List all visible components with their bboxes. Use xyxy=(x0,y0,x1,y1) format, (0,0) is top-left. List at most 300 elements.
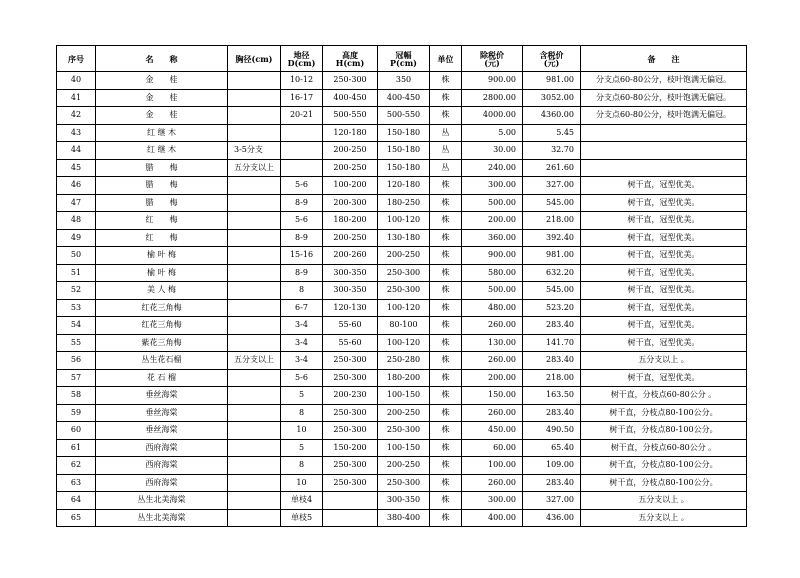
crown-width-cell: 250-300 xyxy=(378,264,430,282)
row-index-cell: 63 xyxy=(57,474,96,492)
ground-diameter-cell: 8 xyxy=(281,404,323,422)
crown-width-cell: 180-200 xyxy=(378,369,430,387)
col-crown-header xyxy=(378,46,430,72)
col-dbh-header xyxy=(228,46,281,72)
unit-cell: 株 xyxy=(430,212,462,230)
price-excl-tax-cell: 200.00 xyxy=(462,212,523,230)
col-name-header xyxy=(96,46,228,72)
unit-cell: 株 xyxy=(430,352,462,370)
price-excl-tax-cell: 60.00 xyxy=(462,439,523,457)
unit-cell: 株 xyxy=(430,317,462,335)
unit-cell: 株 xyxy=(430,509,462,527)
crown-width-cell: 100-120 xyxy=(378,212,430,230)
plant-name-cell: 西府海棠 xyxy=(96,439,228,457)
plant-name-cell: 腊 梅 xyxy=(96,177,228,195)
dbh-cell: 五分支以上 xyxy=(228,159,281,177)
remarks-cell: 树干直，冠型优美。 xyxy=(581,194,747,212)
crown-width-cell: 180-250 xyxy=(378,194,430,212)
price-incl-tax-cell: 218.00 xyxy=(523,369,581,387)
header-label: 备 注 xyxy=(647,53,680,64)
height-cell: 300-350 xyxy=(323,264,378,282)
table-row xyxy=(57,334,747,352)
crown-width-cell: 150-180 xyxy=(378,124,430,142)
col-ground-diameter-header xyxy=(281,46,323,72)
dbh-cell xyxy=(228,72,281,90)
table-row xyxy=(57,142,747,160)
dbh-cell xyxy=(228,422,281,440)
price-table xyxy=(56,45,747,527)
dbh-cell: 3-5分支 xyxy=(228,142,281,160)
height-cell xyxy=(323,509,378,527)
table-row xyxy=(57,387,747,405)
price-excl-tax-cell: 260.00 xyxy=(462,317,523,335)
dbh-cell xyxy=(228,404,281,422)
header-sublabel: (元) xyxy=(484,57,500,68)
table-row xyxy=(57,474,747,492)
plant-name-cell: 红花三角梅 xyxy=(96,317,228,335)
remarks-cell xyxy=(581,159,747,177)
price-incl-tax-cell: 141.70 xyxy=(523,334,581,352)
unit-cell: 株 xyxy=(430,247,462,265)
ground-diameter-cell: 单枝4 xyxy=(281,492,323,510)
crown-width-cell: 100-120 xyxy=(378,299,430,317)
ground-diameter-cell: 8-9 xyxy=(281,229,323,247)
plant-name-cell: 垂丝海棠 xyxy=(96,404,228,422)
dbh-cell xyxy=(228,177,281,195)
unit-cell: 株 xyxy=(430,334,462,352)
plant-name-cell: 西府海棠 xyxy=(96,457,228,475)
height-cell: 55-60 xyxy=(323,334,378,352)
dbh-cell xyxy=(228,509,281,527)
price-incl-tax-cell: 261.60 xyxy=(523,159,581,177)
col-height-header xyxy=(323,46,378,72)
row-index-cell: 48 xyxy=(57,212,96,230)
price-excl-tax-cell: 580.00 xyxy=(462,264,523,282)
price-incl-tax-cell: 632.20 xyxy=(523,264,581,282)
table-row xyxy=(57,124,747,142)
table-row xyxy=(57,457,747,475)
row-index-cell: 50 xyxy=(57,247,96,265)
remarks-cell: 树干直，冠型优美。 xyxy=(581,212,747,230)
row-index-cell: 42 xyxy=(57,107,96,125)
ground-diameter-cell: 3-4 xyxy=(281,334,323,352)
header-label: 序号 xyxy=(68,53,84,64)
plant-name-cell: 丛生北美海棠 xyxy=(96,509,228,527)
height-cell: 250-300 xyxy=(323,457,378,475)
price-excl-tax-cell: 300.00 xyxy=(462,492,523,510)
height-cell: 120-130 xyxy=(323,299,378,317)
price-incl-tax-cell: 545.00 xyxy=(523,194,581,212)
remarks-cell: 分支点60-80公分，枝叶饱满无偏冠。 xyxy=(581,72,747,90)
crown-width-cell: 250-300 xyxy=(378,282,430,300)
price-incl-tax-cell: 327.00 xyxy=(523,492,581,510)
table-row xyxy=(57,72,747,90)
price-excl-tax-cell: 360.00 xyxy=(462,229,523,247)
plant-name-cell: 金 桂 xyxy=(96,72,228,90)
unit-cell: 株 xyxy=(430,194,462,212)
dbh-cell xyxy=(228,247,281,265)
price-excl-tax-cell: 100.00 xyxy=(462,457,523,475)
height-cell: 200-230 xyxy=(323,387,378,405)
height-cell: 200-250 xyxy=(323,142,378,160)
row-index-cell: 46 xyxy=(57,177,96,195)
table-row xyxy=(57,194,747,212)
table-row xyxy=(57,264,747,282)
ground-diameter-cell: 10 xyxy=(281,474,323,492)
price-incl-tax-cell: 283.40 xyxy=(523,352,581,370)
price-excl-tax-cell: 260.00 xyxy=(462,404,523,422)
height-cell: 200-250 xyxy=(323,159,378,177)
price-incl-tax-cell: 981.00 xyxy=(523,247,581,265)
crown-width-cell: 150-180 xyxy=(378,142,430,160)
price-excl-tax-cell: 30.00 xyxy=(462,142,523,160)
row-index-cell: 65 xyxy=(57,509,96,527)
price-incl-tax-cell: 4360.00 xyxy=(523,107,581,125)
remarks-cell xyxy=(581,124,747,142)
remarks-cell: 树干直，冠型优美。 xyxy=(581,177,747,195)
table-row xyxy=(57,404,747,422)
crown-width-cell: 100-150 xyxy=(378,439,430,457)
row-index-cell: 40 xyxy=(57,72,96,90)
table-row xyxy=(57,439,747,457)
table-row xyxy=(57,247,747,265)
height-cell: 300-350 xyxy=(323,282,378,300)
price-incl-tax-cell: 327.00 xyxy=(523,177,581,195)
price-excl-tax-cell: 500.00 xyxy=(462,194,523,212)
dbh-cell xyxy=(228,299,281,317)
plant-name-cell: 腊 梅 xyxy=(96,159,228,177)
table-header-row xyxy=(57,46,747,72)
table-row xyxy=(57,352,747,370)
ground-diameter-cell xyxy=(281,142,323,160)
remarks-cell: 树干直，冠型优美。 xyxy=(581,282,747,300)
plant-name-cell: 丛生北美海棠 xyxy=(96,492,228,510)
price-excl-tax-cell: 2800.00 xyxy=(462,89,523,107)
crown-width-cell: 130-180 xyxy=(378,229,430,247)
remarks-cell: 树干直，冠型优美。 xyxy=(581,247,747,265)
dbh-cell xyxy=(228,282,281,300)
height-cell: 250-300 xyxy=(323,404,378,422)
col-unit-header xyxy=(430,46,462,72)
ground-diameter-cell: 8 xyxy=(281,282,323,300)
header-sublabel: P(cm) xyxy=(390,57,417,68)
table-row xyxy=(57,369,747,387)
unit-cell: 丛 xyxy=(430,124,462,142)
row-index-cell: 43 xyxy=(57,124,96,142)
plant-name-cell: 红 梅 xyxy=(96,212,228,230)
unit-cell: 株 xyxy=(430,387,462,405)
remarks-cell: 树干直，分枝点80-100公分。 xyxy=(581,404,747,422)
plant-name-cell: 红花三角梅 xyxy=(96,299,228,317)
header-label: 高度 xyxy=(342,49,358,60)
unit-cell: 株 xyxy=(430,492,462,510)
row-index-cell: 54 xyxy=(57,317,96,335)
crown-width-cell: 400-450 xyxy=(378,89,430,107)
price-incl-tax-cell: 65.40 xyxy=(523,439,581,457)
dbh-cell xyxy=(228,439,281,457)
row-index-cell: 57 xyxy=(57,369,96,387)
ground-diameter-cell: 15-16 xyxy=(281,247,323,265)
dbh-cell xyxy=(228,107,281,125)
height-cell: 250-300 xyxy=(323,369,378,387)
ground-diameter-cell: 20-21 xyxy=(281,107,323,125)
row-index-cell: 44 xyxy=(57,142,96,160)
row-index-cell: 52 xyxy=(57,282,96,300)
dbh-cell xyxy=(228,212,281,230)
height-cell: 180-200 xyxy=(323,212,378,230)
ground-diameter-cell xyxy=(281,124,323,142)
table-row xyxy=(57,159,747,177)
row-index-cell: 62 xyxy=(57,457,96,475)
dbh-cell xyxy=(228,229,281,247)
height-cell: 200-260 xyxy=(323,247,378,265)
dbh-cell xyxy=(228,89,281,107)
row-index-cell: 47 xyxy=(57,194,96,212)
plant-name-cell: 紫花三角梅 xyxy=(96,334,228,352)
ground-diameter-cell: 3-4 xyxy=(281,317,323,335)
height-cell: 250-300 xyxy=(323,422,378,440)
height-cell: 100-200 xyxy=(323,177,378,195)
height-cell: 250-300 xyxy=(323,474,378,492)
price-incl-tax-cell: 218.00 xyxy=(523,212,581,230)
crown-width-cell: 250-300 xyxy=(378,474,430,492)
unit-cell: 株 xyxy=(430,474,462,492)
price-excl-tax-cell: 260.00 xyxy=(462,474,523,492)
remarks-cell: 树干直，分枝点80-100公分。 xyxy=(581,422,747,440)
height-cell: 55-60 xyxy=(323,317,378,335)
unit-cell: 株 xyxy=(430,177,462,195)
height-cell: 120-180 xyxy=(323,124,378,142)
price-incl-tax-cell: 163.50 xyxy=(523,387,581,405)
remarks-cell: 树干直，冠型优美。 xyxy=(581,264,747,282)
unit-cell: 株 xyxy=(430,282,462,300)
unit-cell: 株 xyxy=(430,457,462,475)
crown-width-cell: 150-180 xyxy=(378,159,430,177)
price-incl-tax-cell: 32.70 xyxy=(523,142,581,160)
row-index-cell: 64 xyxy=(57,492,96,510)
unit-cell: 丛 xyxy=(430,142,462,160)
price-excl-tax-cell: 400.00 xyxy=(462,509,523,527)
unit-cell: 株 xyxy=(430,89,462,107)
price-incl-tax-cell: 109.00 xyxy=(523,457,581,475)
price-excl-tax-cell: 900.00 xyxy=(462,247,523,265)
plant-name-cell: 花 石 榴 xyxy=(96,369,228,387)
remarks-cell: 树干直，冠型优美。 xyxy=(581,317,747,335)
price-incl-tax-cell: 283.40 xyxy=(523,404,581,422)
crown-width-cell: 200-250 xyxy=(378,404,430,422)
height-cell: 250-300 xyxy=(323,72,378,90)
remarks-cell xyxy=(581,142,747,160)
header-sublabel: D(cm) xyxy=(287,57,316,68)
row-index-cell: 45 xyxy=(57,159,96,177)
row-index-cell: 53 xyxy=(57,299,96,317)
dbh-cell: 五分支以上 xyxy=(228,352,281,370)
dbh-cell xyxy=(228,264,281,282)
dbh-cell xyxy=(228,334,281,352)
row-index-cell: 58 xyxy=(57,387,96,405)
plant-name-cell: 垂丝海棠 xyxy=(96,387,228,405)
plant-name-cell: 榆 叶 梅 xyxy=(96,247,228,265)
remarks-cell: 分支点60-80公分，枝叶饱满无偏冠。 xyxy=(581,107,747,125)
remarks-cell: 分支点60-80公分，枝叶饱满无偏冠。 xyxy=(581,89,747,107)
remarks-cell: 五分支以上 。 xyxy=(581,492,747,510)
table-row xyxy=(57,212,747,230)
price-excl-tax-cell: 300.00 xyxy=(462,177,523,195)
plant-name-cell: 金 桂 xyxy=(96,107,228,125)
unit-cell: 株 xyxy=(430,439,462,457)
header-label: 名 称 xyxy=(145,53,178,64)
price-incl-tax-cell: 283.40 xyxy=(523,474,581,492)
price-incl-tax-cell: 981.00 xyxy=(523,72,581,90)
remarks-cell: 树干直，冠型优美。 xyxy=(581,369,747,387)
plant-name-cell: 垂丝海棠 xyxy=(96,422,228,440)
row-index-cell: 59 xyxy=(57,404,96,422)
crown-width-cell: 250-280 xyxy=(378,352,430,370)
plant-name-cell: 腊 梅 xyxy=(96,194,228,212)
table-body xyxy=(57,72,747,527)
table-row xyxy=(57,282,747,300)
price-excl-tax-cell: 500.00 xyxy=(462,282,523,300)
unit-cell: 株 xyxy=(430,369,462,387)
price-excl-tax-cell: 5.00 xyxy=(462,124,523,142)
col-remarks-header xyxy=(581,46,747,72)
unit-cell: 株 xyxy=(430,422,462,440)
price-excl-tax-cell: 240.00 xyxy=(462,159,523,177)
dbh-cell xyxy=(228,492,281,510)
remarks-cell: 树干直，分枝点80-100公分。 xyxy=(581,457,747,475)
remarks-cell: 树干直，分枝点80-100公分。 xyxy=(581,474,747,492)
height-cell xyxy=(323,492,378,510)
dbh-cell xyxy=(228,457,281,475)
ground-diameter-cell: 8 xyxy=(281,457,323,475)
remarks-cell: 树干直，分枝点60-80公分 。 xyxy=(581,439,747,457)
price-incl-tax-cell: 5.45 xyxy=(523,124,581,142)
table-row xyxy=(57,492,747,510)
col-price-incl-tax-header xyxy=(523,46,581,72)
plant-name-cell: 西府海棠 xyxy=(96,474,228,492)
unit-cell: 丛 xyxy=(430,159,462,177)
table-row xyxy=(57,317,747,335)
crown-width-cell: 380-400 xyxy=(378,509,430,527)
remarks-cell: 树干直，冠型优美。 xyxy=(581,299,747,317)
ground-diameter-cell: 5-6 xyxy=(281,212,323,230)
height-cell: 250-300 xyxy=(323,352,378,370)
row-index-cell: 55 xyxy=(57,334,96,352)
unit-cell: 株 xyxy=(430,264,462,282)
plant-name-cell: 金 桂 xyxy=(96,89,228,107)
header-sublabel: (元) xyxy=(543,57,560,68)
table-row xyxy=(57,89,747,107)
table-row xyxy=(57,299,747,317)
ground-diameter-cell: 8-9 xyxy=(281,264,323,282)
crown-width-cell: 100-150 xyxy=(378,387,430,405)
crown-width-cell: 350 xyxy=(378,72,430,90)
col-price-excl-tax-header xyxy=(462,46,523,72)
dbh-cell xyxy=(228,194,281,212)
row-index-cell: 41 xyxy=(57,89,96,107)
remarks-cell: 树干直，分枝点60-80公分 。 xyxy=(581,387,747,405)
ground-diameter-cell: 单枝5 xyxy=(281,509,323,527)
table-row xyxy=(57,422,747,440)
header-label: 除税价 xyxy=(480,49,504,60)
remarks-cell: 树干直，冠型优美。 xyxy=(581,334,747,352)
plant-name-cell: 红 继 木 xyxy=(96,124,228,142)
price-excl-tax-cell: 480.00 xyxy=(462,299,523,317)
row-index-cell: 61 xyxy=(57,439,96,457)
crown-width-cell: 300-350 xyxy=(378,492,430,510)
price-excl-tax-cell: 200.00 xyxy=(462,369,523,387)
header-label: 冠幅 xyxy=(395,49,412,60)
plant-name-cell: 榆 叶 梅 xyxy=(96,264,228,282)
ground-diameter-cell: 3-4 xyxy=(281,352,323,370)
crown-width-cell: 200-250 xyxy=(378,457,430,475)
table-row xyxy=(57,229,747,247)
crown-width-cell: 250-300 xyxy=(378,422,430,440)
header-label: 单位 xyxy=(437,53,454,64)
crown-width-cell: 100-120 xyxy=(378,334,430,352)
plant-name-cell: 丛生花石榴 xyxy=(96,352,228,370)
price-incl-tax-cell: 523.20 xyxy=(523,299,581,317)
unit-cell: 株 xyxy=(430,107,462,125)
remarks-cell: 树干直，冠型优美。 xyxy=(581,229,747,247)
price-incl-tax-cell: 436.00 xyxy=(523,509,581,527)
plant-name-cell: 美 人 梅 xyxy=(96,282,228,300)
ground-diameter-cell: 5 xyxy=(281,387,323,405)
header-label: 含税价 xyxy=(539,49,564,60)
row-index-cell: 51 xyxy=(57,264,96,282)
crown-width-cell: 80-100 xyxy=(378,317,430,335)
remarks-cell: 五分支以上 。 xyxy=(581,509,747,527)
ground-diameter-cell: 5 xyxy=(281,439,323,457)
price-incl-tax-cell: 283.40 xyxy=(523,317,581,335)
crown-width-cell: 500-550 xyxy=(378,107,430,125)
crown-width-cell: 120-180 xyxy=(378,177,430,195)
unit-cell: 株 xyxy=(430,404,462,422)
ground-diameter-cell: 6-7 xyxy=(281,299,323,317)
dbh-cell xyxy=(228,387,281,405)
crown-width-cell: 200-250 xyxy=(378,247,430,265)
ground-diameter-cell: 10 xyxy=(281,422,323,440)
table-row xyxy=(57,177,747,195)
header-label: 胸径(cm) xyxy=(235,53,273,64)
col-index-header xyxy=(57,46,96,72)
ground-diameter-cell: 10-12 xyxy=(281,72,323,90)
plant-name-cell: 红 梅 xyxy=(96,229,228,247)
unit-cell: 株 xyxy=(430,229,462,247)
price-incl-tax-cell: 392.40 xyxy=(523,229,581,247)
unit-cell: 株 xyxy=(430,72,462,90)
price-excl-tax-cell: 900.00 xyxy=(462,72,523,90)
table-row xyxy=(57,509,747,527)
price-excl-tax-cell: 260.00 xyxy=(462,352,523,370)
header-sublabel: H(cm) xyxy=(335,57,365,68)
dbh-cell xyxy=(228,317,281,335)
dbh-cell xyxy=(228,369,281,387)
height-cell: 500-550 xyxy=(323,107,378,125)
header-label: 地径 xyxy=(293,49,310,60)
ground-diameter-cell: 8-9 xyxy=(281,194,323,212)
price-excl-tax-cell: 4000.00 xyxy=(462,107,523,125)
price-excl-tax-cell: 150.00 xyxy=(462,387,523,405)
table-row xyxy=(57,107,747,125)
unit-cell: 株 xyxy=(430,299,462,317)
price-incl-tax-cell: 490.50 xyxy=(523,422,581,440)
height-cell: 200-300 xyxy=(323,194,378,212)
row-index-cell: 60 xyxy=(57,422,96,440)
plant-name-cell: 红 继 木 xyxy=(96,142,228,160)
price-excl-tax-cell: 450.00 xyxy=(462,422,523,440)
row-index-cell: 49 xyxy=(57,229,96,247)
